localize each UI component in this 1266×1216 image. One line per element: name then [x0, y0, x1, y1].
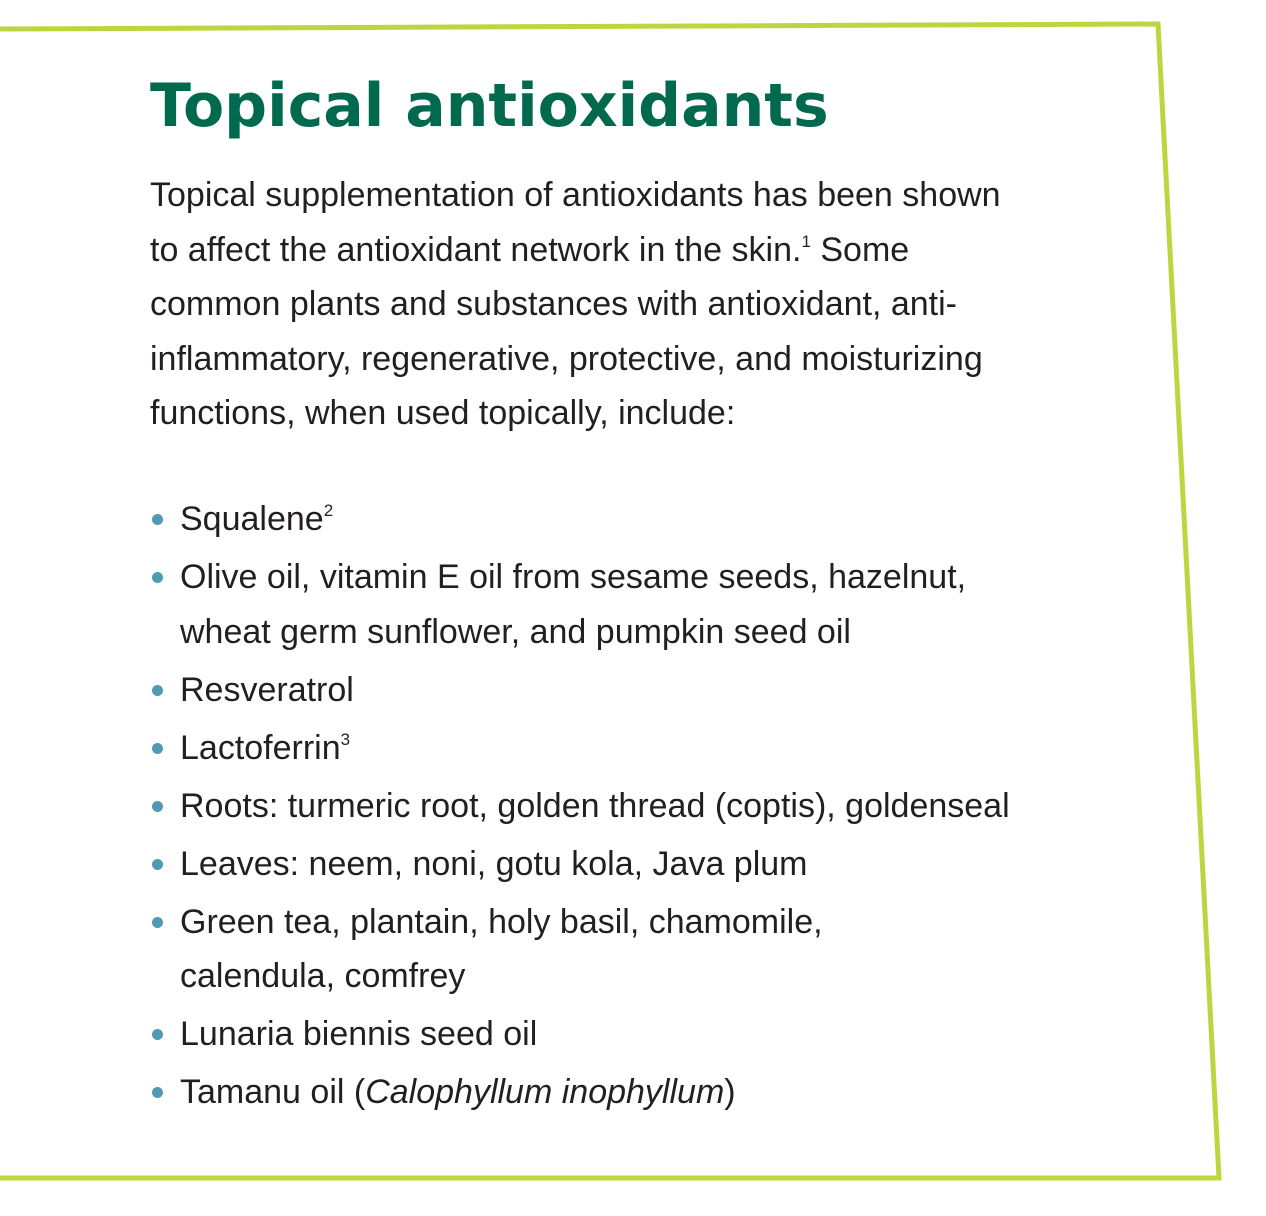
list-item — [150, 1007, 1150, 1062]
intro-line — [150, 223, 1150, 278]
list-item-text: calendula, comfrey — [180, 957, 466, 995]
list-item — [150, 895, 1150, 1004]
list-item-label: ) — [724, 1073, 736, 1111]
bullet-icon — [152, 1029, 163, 1040]
bullet-icon — [152, 685, 163, 696]
list-item-text: wheat germ sunflower, and pumpkin seed oil — [180, 612, 851, 651]
bullet-icon — [152, 917, 163, 928]
antioxidant-list — [150, 492, 1150, 1123]
intro-line: inflammatory, regenerative, protective, and moisturizing — [150, 339, 983, 378]
list-item-label: Lactoferrin — [180, 728, 341, 767]
list-item-text — [180, 721, 1150, 776]
intro-text: to affect the antioxidant network in the skin. — [150, 230, 802, 269]
intro-paragraph — [150, 168, 1150, 441]
list-item — [150, 779, 1150, 834]
latin-name: Calophyllum inophyllum — [365, 1073, 725, 1111]
list-item — [150, 492, 1150, 547]
list-item-text: Resveratrol — [180, 670, 354, 709]
bullet-icon — [152, 1087, 163, 1098]
bullet-icon — [152, 514, 163, 525]
bullet-icon — [152, 572, 163, 583]
bullet-icon — [152, 859, 163, 870]
page-title: Topical antioxidants — [150, 71, 829, 141]
intro-line: functions, when used topically, include: — [150, 394, 736, 432]
list-item — [150, 721, 1150, 776]
list-item — [150, 1065, 1150, 1120]
list-item — [150, 550, 1150, 659]
bullet-icon — [152, 743, 163, 754]
list-item-text — [180, 1065, 1150, 1120]
intro-line: common plants and substances with antioxidant, anti- — [150, 285, 958, 323]
list-item-text: Roots: turmeric root, golden thread (coptis), goldenseal — [180, 786, 1010, 825]
list-item — [150, 837, 1150, 892]
list-item-text — [180, 492, 1150, 547]
bullet-icon — [152, 801, 163, 812]
intro-text: Some — [810, 230, 910, 269]
list-item-text: Olive oil, vitamin E oil from sesame seeds, hazelnut, — [180, 558, 967, 596]
footnote-ref: 2 — [323, 501, 334, 520]
intro-line: Topical supplementation of antioxidants has been shown — [150, 176, 1001, 214]
footnote-ref: 1 — [801, 231, 811, 251]
list-item-text: Leaves: neem, noni, gotu kola, Java plum — [180, 844, 808, 883]
list-item-text: Lunaria biennis seed oil — [180, 1015, 538, 1053]
list-item — [150, 663, 1150, 718]
list-item-label: Tamanu oil ( — [180, 1073, 366, 1111]
list-item-label: Squalene — [180, 500, 324, 538]
list-item-text: Green tea, plantain, holy basil, chamomile, — [180, 902, 823, 941]
footnote-ref: 3 — [340, 729, 351, 749]
